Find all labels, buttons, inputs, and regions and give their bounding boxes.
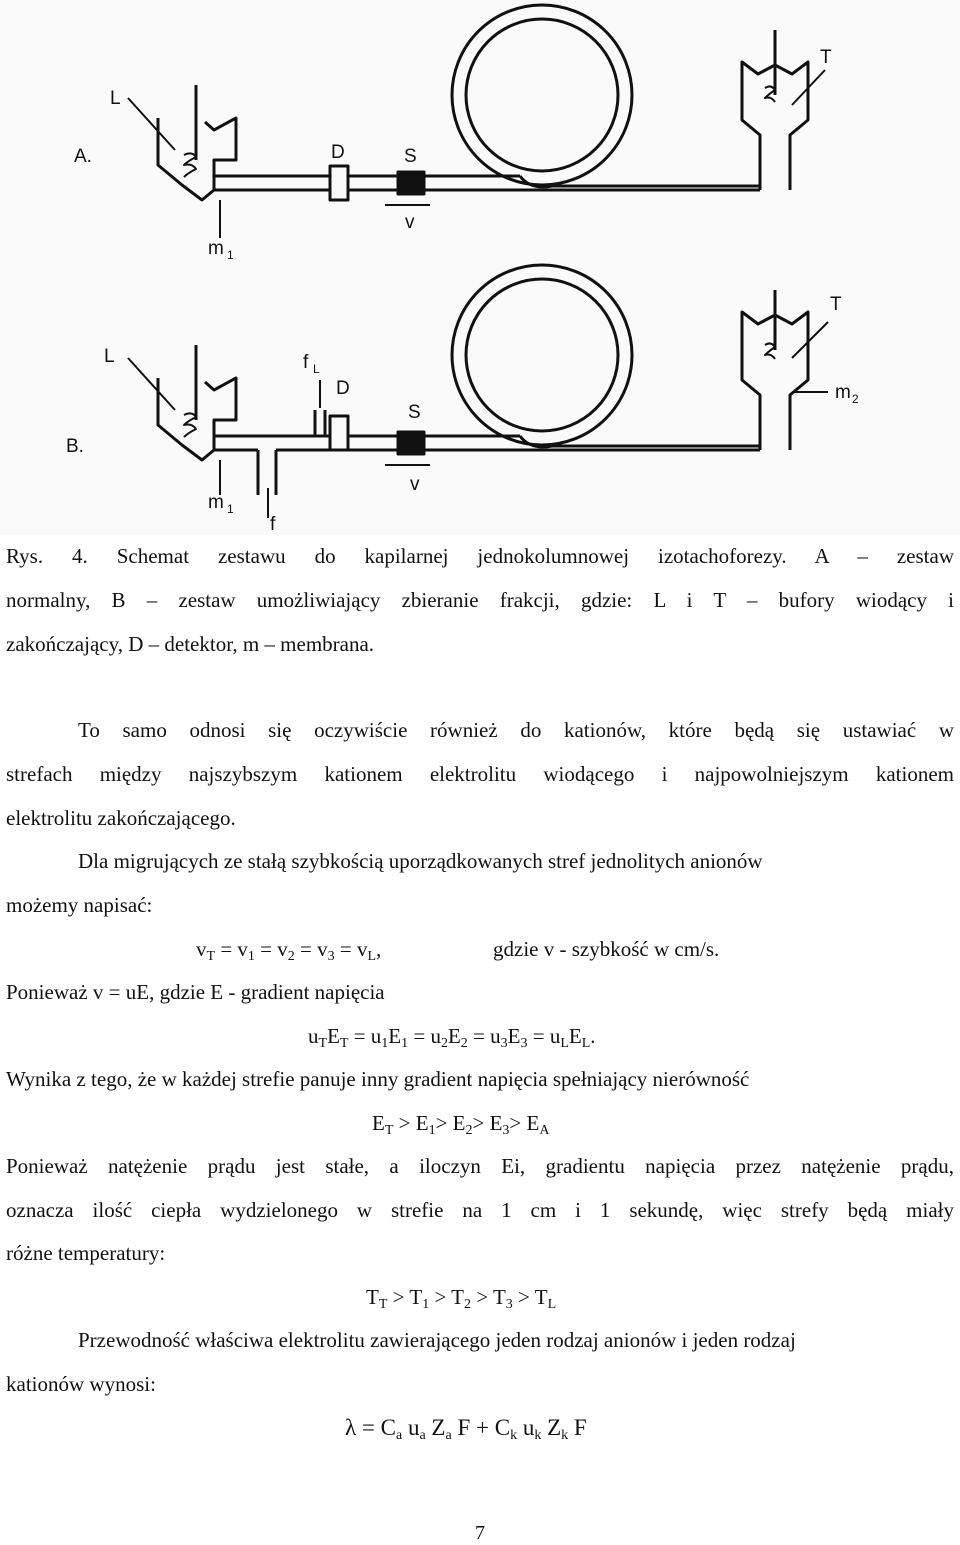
- p2-line-2: możemy napisać:: [6, 893, 153, 917]
- label-D-a: D: [331, 142, 345, 163]
- coil-a: [184, 153, 196, 177]
- label-B: B.: [66, 436, 84, 457]
- p1-line-1: To samo odnosi się oczywiście również do kationów, które będą się ustawiać w: [78, 718, 954, 742]
- arrow-L-b: [128, 358, 175, 410]
- label-v-b: v: [410, 474, 420, 495]
- p5-line-1: Ponieważ natężenie prądu jest stałe, a iloczyn Ei, gradientu napięcia przez natężenie prądu,: [6, 1154, 954, 1178]
- fraction-inlet-fL-b: [315, 410, 325, 436]
- arrow-T-b: [792, 322, 828, 358]
- setup-b: [128, 265, 828, 518]
- equation-velocity: $v_T = v_1 = v_2 = v_3 = v_L$,: [196, 937, 382, 964]
- caption-line-3: zakończający, D – detektor, m – membrana.: [6, 632, 375, 656]
- arrow-L-a: [128, 98, 175, 150]
- p6-line-1: Przewodność właściwa elektrolitu zawierającego jeden rodzaj anionów i jeden rodzaj: [78, 1328, 796, 1352]
- capillary-loop-a: [452, 5, 632, 185]
- inequality-temperature: $T_T > T_1 > T_2 > T_3 > T_L$: [366, 1285, 557, 1312]
- label-L-b: L: [104, 346, 115, 367]
- label-m-a: m: [208, 238, 224, 259]
- p5-line-3: różne temperatury:: [6, 1241, 166, 1265]
- capillary-b: [214, 436, 330, 450]
- label-f: f: [270, 514, 276, 535]
- p6-line-2: kationów wynosi:: [6, 1372, 156, 1396]
- label-T-a: T: [820, 47, 832, 68]
- figure-drawing: [0, 0, 960, 535]
- p3-line: Ponieważ v = uE, gdzie E - gradient napięcia: [6, 980, 385, 1004]
- label-m1-sub-a: 1: [227, 248, 234, 262]
- label-fL: f: [303, 352, 309, 373]
- detector-D-a: [330, 166, 348, 200]
- label-v-a: v: [405, 212, 415, 233]
- label-m1-sub-b: 1: [227, 502, 234, 516]
- inequality-gradient: $E_T > E_1> E_2> E_3> E_A$: [372, 1111, 550, 1138]
- label-A: A.: [74, 146, 92, 167]
- caption-line-1: Rys. 4. Schemat zestawu do kapilarnej jednokolumnowej izotachoforezy. A – zestaw: [6, 544, 954, 568]
- label-m-b1: m: [208, 492, 224, 513]
- p1-line-2: strefach między najszybszym kationem elektrolitu wiodącego i najpowolniejszym kationem: [6, 762, 954, 786]
- label-D-b: D: [336, 378, 350, 399]
- p5-line-2: oznacza ilość ciepła wydzielonego w strefie na 1 cm i 1 sekundę, więc strefy będą miały: [6, 1198, 954, 1222]
- capillary-loop-b: [452, 265, 632, 445]
- caption-line-2: normalny, B – zestaw umożliwiający zbieranie frakcji, gdzie: L i T – bufory wiodący i: [6, 588, 954, 612]
- label-L-a: L: [110, 88, 121, 109]
- setup-a: [128, 5, 825, 238]
- p4-line: Wynika z tego, że w każdej strefie panuje inny gradient napięcia spełniający nierówność: [6, 1067, 750, 1091]
- p2-line-1: Dla migrujących ze stałą szybkością uporządkowanych stref jednolitych anionów: [78, 849, 763, 873]
- label-S-b: S: [408, 402, 421, 423]
- label-fL-sub: L: [313, 362, 320, 376]
- label-m2-sub: 2: [852, 392, 859, 406]
- page-number: 7: [475, 1522, 485, 1544]
- detector-D-b: [330, 416, 348, 450]
- label-S-a: S: [404, 146, 417, 167]
- sample-S-a: [398, 172, 424, 194]
- equation-conductivity: $\lambda = C_a$ $u_a$ $Z_a$ $F + C_k$ $u_k$ $Z_k$ F: [345, 1415, 587, 1443]
- sample-S-b: [398, 432, 424, 454]
- equation-velocity-note: gdzie v - szybkość w cm/s.: [493, 937, 720, 961]
- equation-uE: $u_TE_T = u_1E_1 = u_2E_2 = u_3E_3 = u_LE_L$.: [308, 1024, 596, 1051]
- label-T-b: T: [830, 294, 842, 315]
- figure-isotachophoresis-setup: [0, 0, 960, 535]
- p1-line-3: elektrolitu zakończającego.: [6, 806, 236, 830]
- label-m-b2: m: [835, 382, 851, 403]
- capillary-a: [214, 176, 330, 190]
